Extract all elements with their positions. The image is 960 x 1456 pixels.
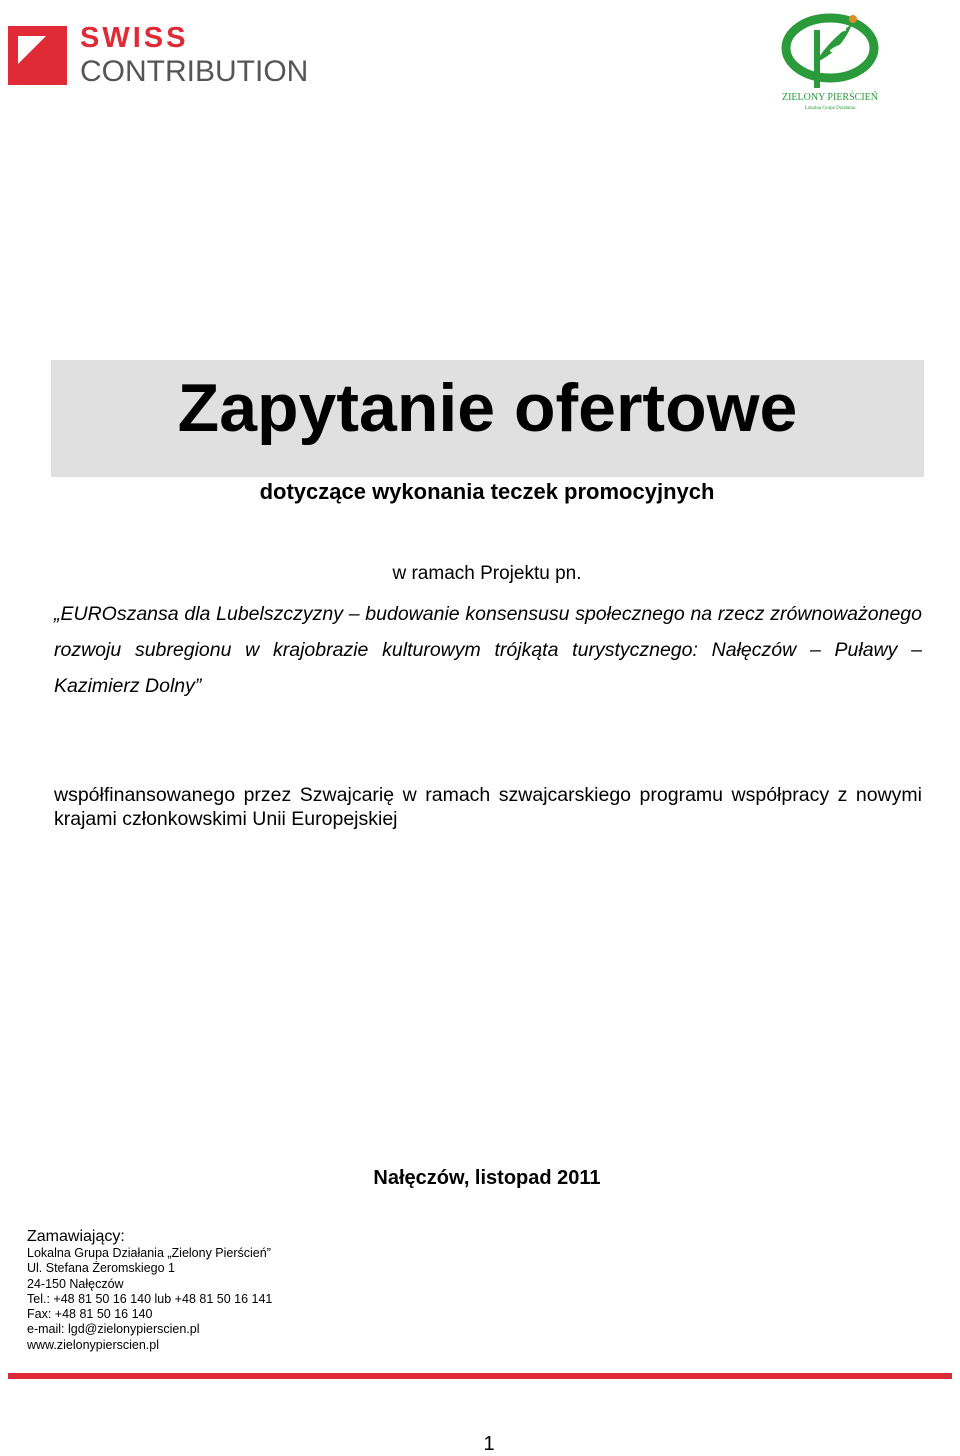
page-title: Zapytanie ofertowe: [177, 370, 798, 446]
orderer-fax: Fax: +48 81 50 16 140: [27, 1307, 153, 1322]
orderer-postal-city: 24-150 Nałęczów: [27, 1276, 124, 1291]
footer-divider: [8, 1373, 952, 1379]
swiss-logo-word: SWISS: [80, 22, 189, 54]
document-subtitle: dotyczące wykonania teczek promocyjnych: [259, 479, 715, 504]
page-number: 1: [483, 1433, 495, 1455]
zielony-pierscien-logo: [772, 10, 888, 116]
contribution-logo-word: CONTRIBUTION: [80, 55, 309, 88]
orderer-email: e-mail: lgd@zielonypierscien.pl: [27, 1322, 200, 1337]
place-and-date: Nałęczów, listopad 2011: [373, 1167, 601, 1189]
green-ring-leaf-icon: [780, 10, 880, 92]
title-band: [51, 360, 924, 477]
orderer-details: [27, 1246, 272, 1353]
orderer-label: Zamawiający:: [27, 1228, 125, 1245]
cofinancing-statement: współfinansowanego przez Szwajcarię w ramach szwajcarskiego programu współpracy z nowymi krajami członkowskimi Unii Europejskiej: [54, 784, 922, 830]
orderer-street: Ul. Stefana Żeromskiego 1: [27, 1261, 175, 1276]
orderer-website: www.zielonypierscien.pl: [27, 1337, 160, 1352]
partner-logo-subtitle: Lokalna Grupa Działania: [804, 106, 856, 111]
swiss-contribution-logo: [8, 22, 308, 92]
project-intro: w ramach Projektu pn.: [392, 563, 582, 584]
project-name: „EUROszansa dla Lubelszczyzny – budowanie konsensusu społecznego na rzecz zrównoważonego rozwoju subregionu w krajobrazie kulturowym trójkąta turystycznego: Nałęczów – Puławy – Kazimierz Dolny”: [54, 603, 922, 697]
orderer-phone: Tel.: +48 81 50 16 140 lub +48 81 50 16 141: [27, 1291, 273, 1306]
partner-logo-name: ZIELONY PIERŚCIEŃ: [781, 92, 878, 103]
swiss-flag-square-icon: [8, 26, 67, 85]
orderer-organization: Lokalna Grupa Działania „Zielony Pierścień”: [27, 1246, 271, 1260]
